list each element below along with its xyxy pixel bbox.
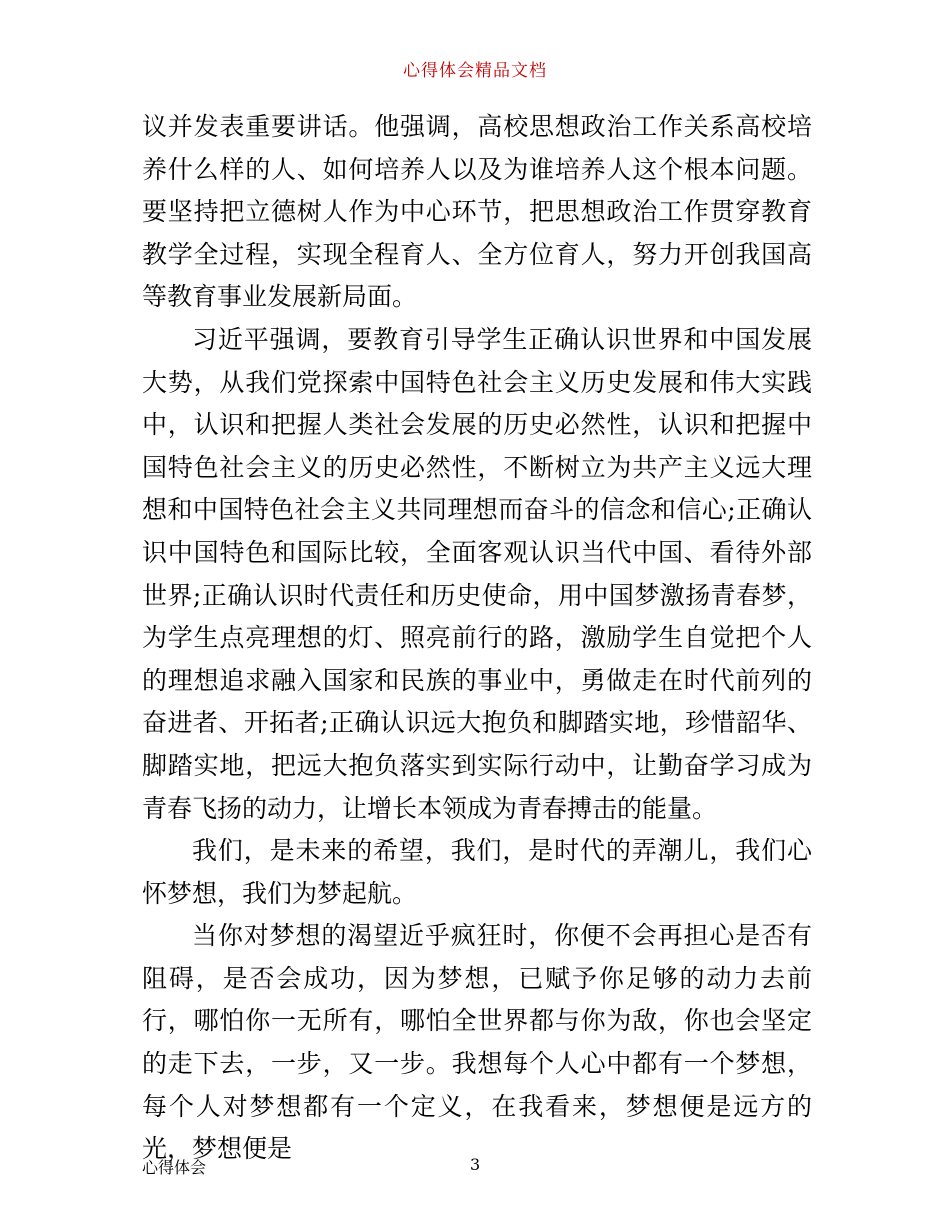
page-number: 3 xyxy=(470,1155,481,1174)
footer-label: 心得体会 xyxy=(142,1158,207,1177)
paragraph-2: 习近平强调，要教育引导学生正确认识世界和中国发展大势，从我们党探索中国特色社会主义历史发展和伟大实践中，认识和把握人类社会发展的历史必然性，认识和把握中国特色社会主义的历史必然性，不断树立为共产主义远大理想和中国特色社会主义共同理想而奋斗的信念和信心;正确认识中国特色和国际比较，全面客观认识当代中国、看待外部世界;正确认识时代责任和历史使命，用中国梦激扬青春梦，为学生点亮理想的灯、照亮前行的路，激励学生自觉把个人的理想追求融入国家和民族的事业中，勇做走在时代前列的奋进者、开拓者;正确认识远大抱负和脚踏实地，珍惜韶华、脚踏实地，把远大抱负落实到实际行动中，让勤奋学习成为青春飞扬的动力，让增长本领成为青春搏击的能量。 xyxy=(142,324,812,823)
paragraph-3: 我们，是未来的希望，我们，是时代的弄潮儿，我们心怀梦想，我们为梦起航。 xyxy=(142,836,812,908)
header-title: 心得体会精品文档 xyxy=(403,61,547,81)
body-text xyxy=(142,106,812,1171)
paragraph-1: 议并发表重要讲话。他强调，高校思想政治工作关系高校培养什么样的人、如何培养人以及为谁培养人这个根本问题。要坚持把立德树人作为中心环节，把思想政治工作贯穿教育教学全过程，实现全程育人、全方位育人，努力开创我国高等教育事业发展新局面。 xyxy=(142,112,812,312)
paragraph-4: 当你对梦想的渴望近乎疯狂时，你便不会再担心是否有阻碍，是否会成功，因为梦想，已赋予你足够的动力去前行，哪怕你一无所有，哪怕全世界都与你为敌，你也会坚定的走下去，一步，又一步。我想每个人心中都有一个梦想，每个人对梦想都有一个定义，在我看来，梦想便是远方的光，梦想便是 xyxy=(142,921,812,1164)
